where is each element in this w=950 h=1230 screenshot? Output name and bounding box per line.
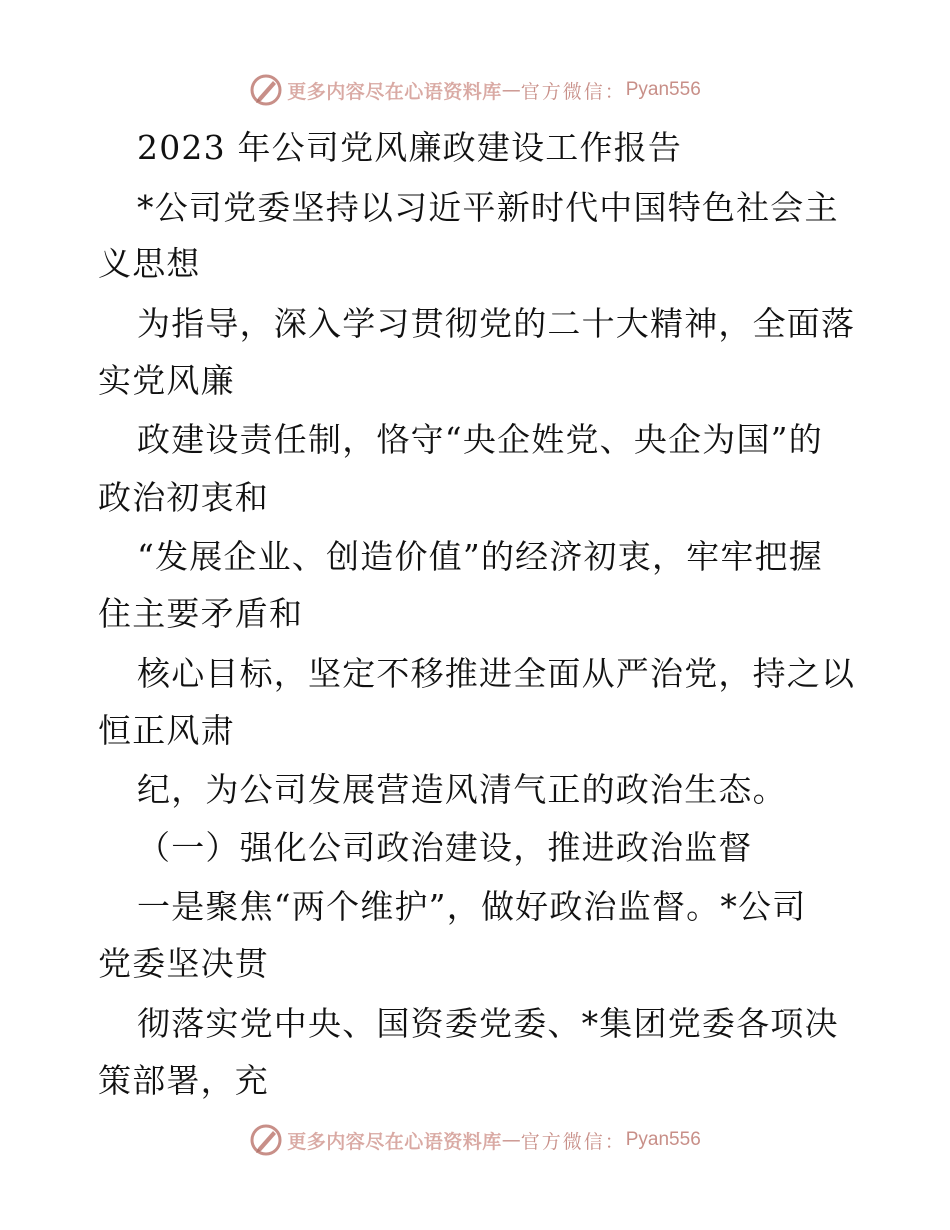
watermark-sub-text: 官方微信： — [520, 1130, 626, 1153]
paragraph-line: 实党风廉 — [98, 361, 235, 400]
pen-logo-icon — [249, 73, 283, 107]
watermark-sub-text: 官方微信： — [520, 80, 626, 103]
paragraph-line: *公司党委坚持以习近平新时代中国特色社会主 — [137, 188, 839, 227]
paragraph-line: 纪，为公司发展营造风清气正的政治生态。 — [137, 770, 787, 809]
paragraph-line: 政治初衷和 — [98, 478, 269, 517]
paragraph-line: 义思想 — [98, 244, 201, 283]
paragraph-line: 为指导，深入学习贯彻党的二十大精神，全面落 — [137, 304, 856, 343]
paragraph-line: 政建设责任制，恪守“央企姓党、央企为国”的 — [137, 420, 823, 459]
watermark-wechat-id: Pyan556 — [625, 1129, 701, 1150]
paragraph-line: “发展企业、创造价值”的经济初衷，牢牢把握 — [137, 537, 823, 576]
paragraph-line: 党委坚决贯 — [98, 944, 269, 983]
watermark-wechat-id: Pyan556 — [625, 79, 701, 100]
watermark-header — [0, 70, 950, 110]
watermark-footer — [0, 1120, 950, 1160]
watermark-main-text: 更多内容尽在心语资料库 — [287, 80, 502, 103]
document-title: 2023 年公司党风廉政建设工作报告 — [137, 128, 683, 167]
paragraph-line: 一是聚焦“两个维护”，做好政治监督。*公司 — [137, 887, 807, 926]
paragraph-line: 恒正风肃 — [98, 711, 235, 750]
paragraph-line: 策部署，充 — [98, 1061, 269, 1100]
watermark-main-text: 更多内容尽在心语资料库 — [287, 1130, 502, 1153]
paragraph-line: 住主要矛盾和 — [98, 594, 304, 633]
section-heading: （一）强化公司政治建设，推进政治监督 — [137, 828, 753, 867]
paragraph-line: 彻落实党中央、国资委党委、*集团党委各项决 — [137, 1004, 839, 1043]
paragraph-line: 核心目标，坚定不移推进全面从严治党，持之以 — [137, 654, 856, 693]
watermark-separator: — — [501, 1129, 521, 1151]
pen-logo-icon — [249, 1123, 283, 1157]
watermark-separator: — — [501, 79, 521, 101]
